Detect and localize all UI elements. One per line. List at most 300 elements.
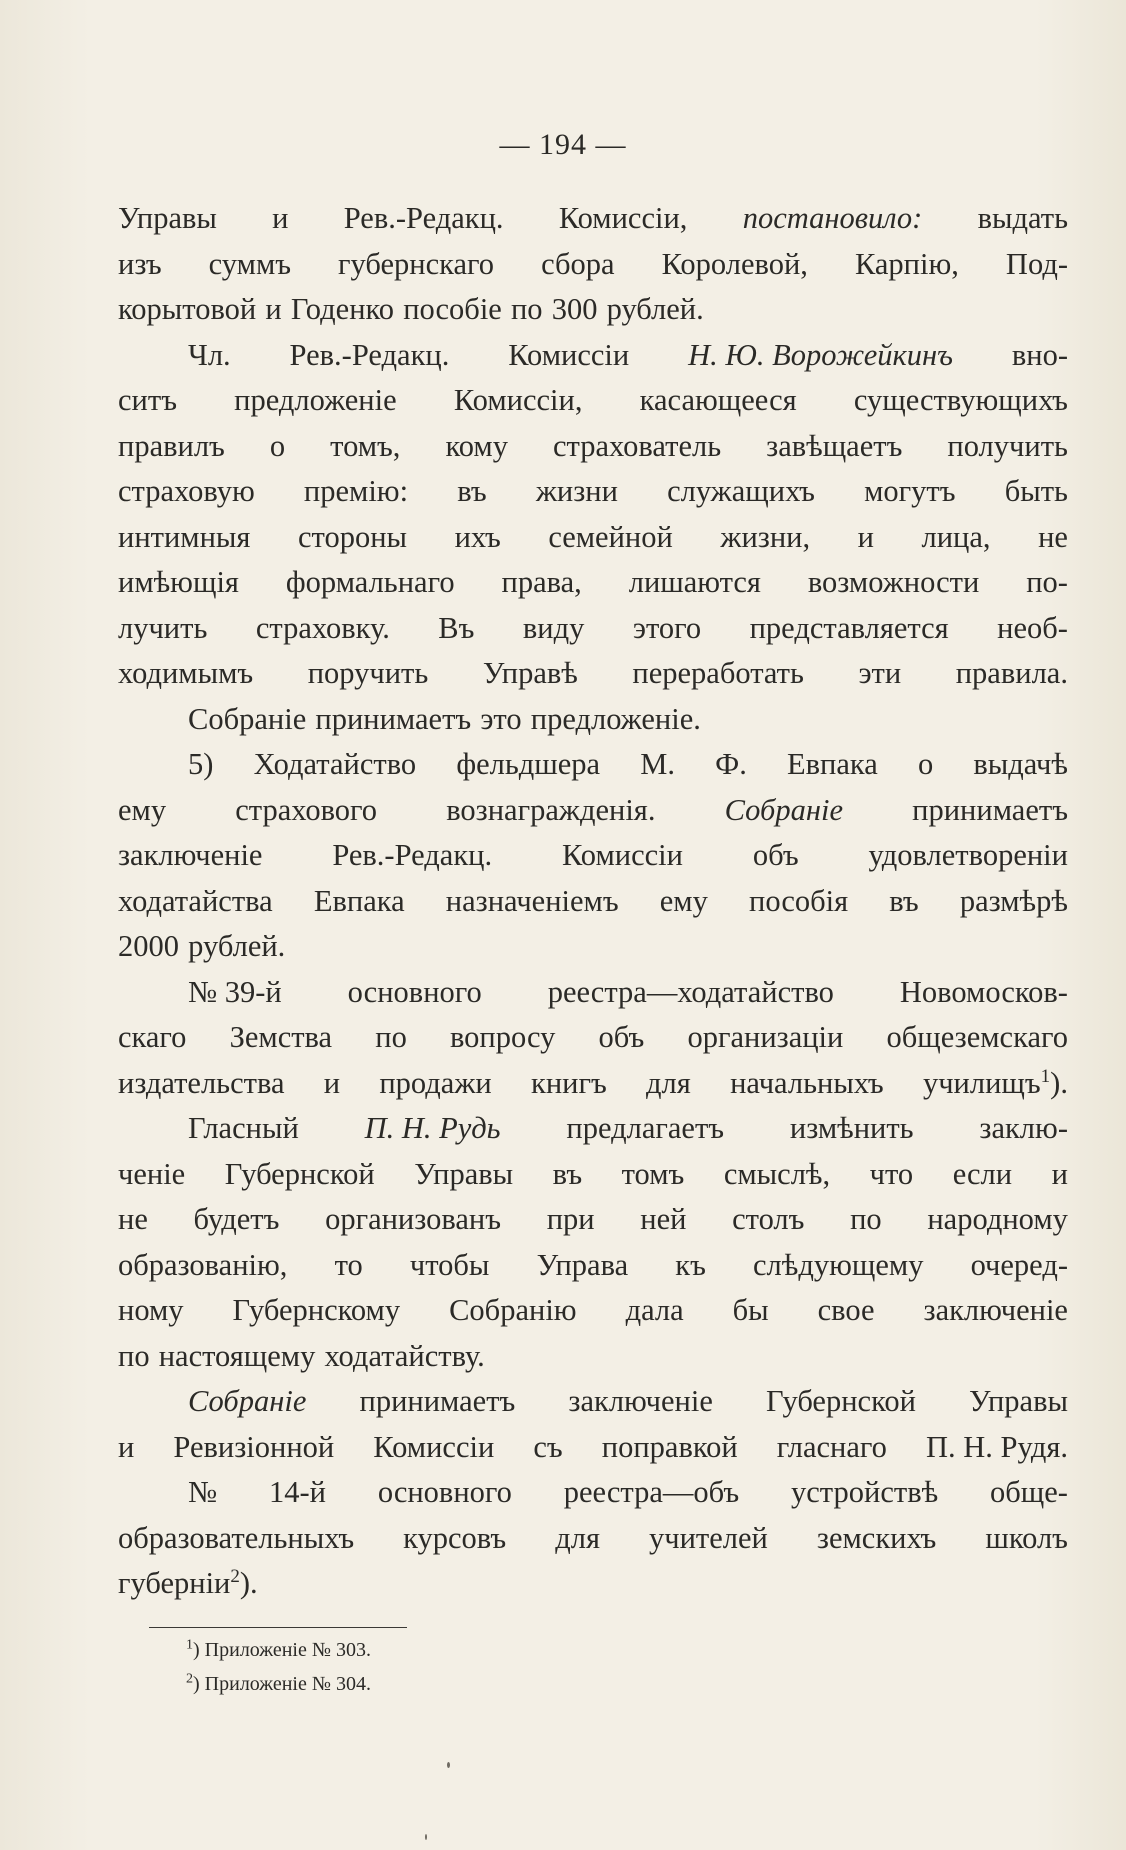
word xyxy=(971,1243,1068,1289)
word xyxy=(330,424,400,470)
italic-word xyxy=(188,1379,306,1425)
word-text: 14-й xyxy=(268,1475,326,1509)
word-text: Управы xyxy=(969,1384,1068,1418)
word xyxy=(344,196,504,242)
word xyxy=(234,378,396,424)
word xyxy=(640,378,797,424)
word-text: объ xyxy=(598,1020,645,1054)
word xyxy=(502,560,582,606)
word-text: и xyxy=(272,201,289,235)
word xyxy=(568,1379,712,1425)
text-line xyxy=(118,1334,1068,1380)
word: губерніи$^2$). xyxy=(118,1565,258,1600)
word-text: книгъ xyxy=(531,1065,607,1100)
text-line xyxy=(118,515,1068,561)
word: училищъ$^1$). xyxy=(922,1065,1068,1100)
word xyxy=(732,1197,804,1243)
word-text: Рев.-Редакц. xyxy=(332,838,493,872)
word-text: реестра—ходатайство xyxy=(547,974,834,1009)
main-text xyxy=(118,196,1068,1607)
word xyxy=(818,1288,875,1334)
word-text: страховку. xyxy=(255,610,390,645)
text-line xyxy=(118,1288,1068,1334)
word xyxy=(314,879,405,925)
word xyxy=(887,1015,1068,1061)
italic-word xyxy=(688,333,953,379)
word xyxy=(724,1152,830,1198)
word xyxy=(315,697,471,743)
text-line xyxy=(118,1106,1068,1152)
word xyxy=(414,1152,513,1198)
word xyxy=(855,242,959,288)
footnote-reference: 1 xyxy=(1040,1065,1051,1087)
word xyxy=(450,1015,555,1061)
word xyxy=(599,1015,645,1061)
word xyxy=(254,742,417,788)
word xyxy=(118,1152,185,1198)
page-number: — 194 — xyxy=(499,128,627,161)
word-text: то xyxy=(334,1247,363,1282)
word xyxy=(446,879,619,925)
word-text: предлагаетъ xyxy=(566,1111,725,1145)
word xyxy=(633,606,701,652)
word xyxy=(324,1334,484,1380)
word-text: въ xyxy=(457,474,487,508)
text-line xyxy=(118,1379,1068,1425)
word xyxy=(173,1425,334,1471)
word xyxy=(854,378,1068,424)
word-text: касающееся xyxy=(639,383,797,417)
text-line xyxy=(118,606,1068,652)
word xyxy=(118,378,177,424)
word-text: дала xyxy=(625,1293,684,1327)
word xyxy=(730,1061,884,1107)
word xyxy=(118,515,250,561)
word xyxy=(531,697,701,743)
word xyxy=(864,469,955,515)
word xyxy=(791,1470,938,1516)
text-line xyxy=(118,697,1068,743)
word-text: это xyxy=(480,701,522,736)
text-line xyxy=(118,242,1068,288)
word-text: принимаетъ xyxy=(315,701,472,736)
word-text: Губернской xyxy=(766,1384,916,1418)
word-text: эти xyxy=(858,656,902,690)
word xyxy=(480,697,521,743)
word xyxy=(118,469,255,515)
word xyxy=(308,651,429,697)
word xyxy=(978,196,1068,242)
word-text: скаго xyxy=(118,1020,187,1054)
word-text: слѣдующему xyxy=(753,1247,924,1282)
word-text: народному xyxy=(927,1202,1068,1236)
word xyxy=(118,196,217,242)
word xyxy=(548,970,834,1016)
word-text: по xyxy=(118,1338,150,1373)
word xyxy=(194,1197,280,1243)
word-text: представляется xyxy=(749,610,949,645)
word-text: существующихъ xyxy=(853,383,1068,417)
word-text: виду xyxy=(522,610,585,645)
word xyxy=(766,424,902,470)
word xyxy=(483,651,578,697)
word xyxy=(640,742,675,788)
word xyxy=(787,742,878,788)
word-text: Ревизіонной xyxy=(173,1429,335,1464)
word xyxy=(403,287,502,333)
word xyxy=(188,924,285,970)
word xyxy=(379,1061,491,1107)
word-text: Комиссіи xyxy=(508,337,630,372)
word-text: Собраніе xyxy=(188,1384,307,1418)
word-text: сбора xyxy=(541,246,615,281)
word xyxy=(1012,333,1068,379)
word xyxy=(922,515,991,561)
word-text: въ xyxy=(552,1156,583,1191)
word xyxy=(511,287,543,333)
word-text: школъ xyxy=(985,1520,1068,1555)
word xyxy=(256,606,390,652)
word-text: вно- xyxy=(1011,337,1068,372)
word xyxy=(265,287,281,333)
word-text: Карпію, xyxy=(854,246,959,281)
text-line xyxy=(118,1061,1068,1107)
word-text: страховую xyxy=(118,474,255,508)
word-text: съ xyxy=(533,1429,563,1464)
word xyxy=(868,833,1068,879)
word xyxy=(733,1288,769,1334)
word xyxy=(646,1061,691,1107)
text-line xyxy=(118,469,1068,515)
word-text: Евпака xyxy=(787,747,878,781)
word-text: Губернской xyxy=(224,1156,375,1191)
word-text: права, xyxy=(501,565,582,599)
word-text: основного xyxy=(347,974,482,1009)
word xyxy=(118,606,207,652)
word-text: губернскаго xyxy=(338,246,495,281)
word xyxy=(858,651,901,697)
word xyxy=(188,697,306,743)
word xyxy=(1005,469,1068,515)
word xyxy=(188,1106,299,1152)
word xyxy=(626,1288,684,1334)
word-text: губерніи xyxy=(118,1566,231,1600)
word xyxy=(325,1197,501,1243)
word xyxy=(790,1106,914,1152)
text-line xyxy=(118,970,1068,1016)
word-text: реестра—объ xyxy=(563,1475,740,1509)
word-text: завѣщаетъ xyxy=(766,428,903,463)
text-line xyxy=(118,1015,1068,1061)
text-line xyxy=(118,378,1068,424)
footnote-mark: 1 xyxy=(186,1637,193,1653)
word xyxy=(979,1106,1068,1152)
word-text: ихъ xyxy=(454,519,501,554)
word-text: если xyxy=(952,1156,1013,1191)
word-text: начальныхъ xyxy=(730,1065,884,1100)
word xyxy=(118,1334,150,1380)
word-text: и xyxy=(1051,1156,1068,1191)
word-text: получить xyxy=(947,428,1068,463)
word xyxy=(118,651,253,697)
word xyxy=(858,515,874,561)
word xyxy=(449,1288,576,1334)
word xyxy=(927,1197,1068,1243)
word xyxy=(602,1425,738,1471)
word xyxy=(455,515,501,561)
word xyxy=(548,515,673,561)
word-text: Земства xyxy=(229,1020,333,1054)
word-text: ему xyxy=(118,792,167,827)
word-text: размѣрѣ xyxy=(959,883,1068,918)
word-text: свое xyxy=(817,1293,875,1327)
word xyxy=(445,424,508,470)
word-text: о xyxy=(269,428,286,463)
word xyxy=(640,1197,686,1243)
word xyxy=(118,1243,287,1289)
word-text: по xyxy=(510,292,543,326)
word xyxy=(947,424,1068,470)
word-text: Собранію xyxy=(449,1293,577,1327)
word xyxy=(536,469,618,515)
word xyxy=(808,560,979,606)
word xyxy=(926,1425,1068,1471)
word xyxy=(523,606,585,652)
word-text: курсовъ xyxy=(403,1520,507,1555)
word xyxy=(188,333,231,379)
word-text: образовательныхъ xyxy=(118,1520,355,1555)
word-text: Под- xyxy=(1005,246,1068,281)
word xyxy=(870,1152,914,1198)
word-text: предложеніе xyxy=(234,383,397,417)
text-line xyxy=(118,333,1068,379)
word xyxy=(900,970,1068,1016)
word-text: П. Н. Рудь xyxy=(364,1111,501,1145)
word-text: Н. Ю. Ворожейкинъ xyxy=(688,337,953,372)
footnote-divider xyxy=(149,1627,407,1628)
word-text: необ- xyxy=(997,610,1068,645)
word xyxy=(118,833,262,879)
word-text: о xyxy=(917,747,934,781)
word xyxy=(118,1061,284,1107)
word xyxy=(118,1015,186,1061)
word-text: устройствѣ xyxy=(791,1475,939,1509)
word xyxy=(662,242,808,288)
word-text: общеземскаго xyxy=(886,1020,1068,1054)
word-text: 2000 xyxy=(118,929,179,963)
word xyxy=(410,1243,490,1289)
word-text: и xyxy=(265,292,282,326)
word-text: ситъ xyxy=(118,383,177,417)
word-text: фельдшера xyxy=(456,747,601,781)
word xyxy=(403,1516,506,1562)
word xyxy=(553,1152,582,1198)
word xyxy=(889,879,918,925)
word-text: возможности xyxy=(807,565,980,599)
text-line xyxy=(118,742,1068,788)
word xyxy=(953,1152,1012,1198)
word-text: по xyxy=(850,1202,882,1236)
word-text: не xyxy=(118,1202,148,1236)
text-line xyxy=(118,560,1068,606)
word-text: могутъ xyxy=(864,474,956,508)
word-text: смыслѣ, xyxy=(723,1156,831,1191)
word-text: томъ, xyxy=(330,428,401,463)
word-text: училищъ xyxy=(922,1065,1041,1100)
word-text: Губернскому xyxy=(232,1293,401,1327)
word-text: Комиссіи, xyxy=(558,201,688,235)
word-text: жизни xyxy=(535,474,618,508)
word-text: выдачѣ xyxy=(973,747,1068,781)
word-text: быть xyxy=(1004,474,1068,508)
word xyxy=(629,560,761,606)
word xyxy=(286,560,455,606)
word-text: организованъ xyxy=(325,1202,502,1236)
word xyxy=(541,242,614,288)
word xyxy=(456,742,600,788)
word xyxy=(454,378,583,424)
word-text: семейной xyxy=(548,519,673,554)
word xyxy=(118,1288,184,1334)
word-text: столъ xyxy=(732,1202,805,1236)
text-line xyxy=(118,879,1068,925)
word xyxy=(960,879,1068,925)
word-text: что xyxy=(869,1156,914,1191)
word-text: интимныя xyxy=(118,519,251,554)
footnote: $^1$) Приложеніе № 303. xyxy=(186,1637,371,1661)
word-text: принимаетъ xyxy=(359,1384,516,1418)
word-text: принимаетъ xyxy=(912,792,1068,827)
word-text: и xyxy=(857,519,874,554)
word xyxy=(552,287,598,333)
footnote-reference: 2 xyxy=(230,1565,240,1587)
word-text: Управы xyxy=(118,201,217,235)
word-text: учителей xyxy=(649,1520,768,1555)
word-text: не xyxy=(1038,519,1068,554)
word xyxy=(118,1425,134,1471)
word-text: 5) xyxy=(188,747,214,781)
word-text: правилъ xyxy=(118,428,225,463)
word-text: Собраніе xyxy=(188,701,307,736)
italic-word xyxy=(743,196,923,242)
word xyxy=(118,924,179,970)
word xyxy=(1052,1152,1068,1198)
word xyxy=(298,515,407,561)
word-text: къ xyxy=(675,1247,706,1282)
word-text: при xyxy=(546,1202,595,1236)
word-text: обще- xyxy=(990,1475,1068,1509)
word-text: П. Н. Рудя. xyxy=(925,1429,1068,1464)
word-text: въ xyxy=(889,883,919,918)
word-text: суммъ xyxy=(208,246,292,281)
word xyxy=(324,1061,340,1107)
word-text: объ xyxy=(752,838,799,872)
word-text: корытовой xyxy=(118,292,257,326)
word xyxy=(969,1379,1068,1425)
word-text: удовлетвореніи xyxy=(868,838,1068,872)
word xyxy=(1006,242,1068,288)
word-text: Въ xyxy=(438,610,475,645)
word-text: формальнаго xyxy=(285,565,455,599)
word-text: Новомосков- xyxy=(899,974,1068,1009)
word xyxy=(924,1288,1068,1334)
word xyxy=(649,1516,768,1562)
word xyxy=(555,1516,600,1562)
word-text: назначеніемъ xyxy=(445,883,619,918)
word xyxy=(118,424,225,470)
word xyxy=(118,560,239,606)
word-text: предложеніе. xyxy=(530,701,701,736)
word xyxy=(332,833,492,879)
word xyxy=(457,469,486,515)
word-text: ходатайству. xyxy=(324,1338,485,1373)
word-text: переработать xyxy=(632,656,804,690)
word-text: 300 xyxy=(551,292,598,326)
word xyxy=(715,742,747,788)
word xyxy=(269,1470,326,1516)
word xyxy=(660,879,708,925)
text-line xyxy=(118,1197,1068,1243)
word-text: поправкой xyxy=(601,1429,738,1464)
word-text: стороны xyxy=(298,519,408,554)
word-text: по xyxy=(375,1020,407,1054)
word-text: ему xyxy=(659,883,708,918)
word-text: № xyxy=(188,1475,218,1509)
word xyxy=(562,833,683,879)
word-text: Рев.-Редакц. xyxy=(343,201,504,235)
word xyxy=(547,1197,595,1243)
italic-word xyxy=(365,1106,501,1152)
word xyxy=(559,196,688,242)
word-text: Управѣ xyxy=(482,656,578,690)
word-text: кому xyxy=(445,428,508,463)
word xyxy=(118,1516,354,1562)
word-text: Ходатайство xyxy=(253,747,417,781)
word xyxy=(188,1470,217,1516)
paper-speck xyxy=(425,1834,427,1840)
word-text: и xyxy=(118,1429,135,1464)
word-text: Управы xyxy=(414,1156,514,1191)
word-text: бы xyxy=(732,1293,769,1327)
word xyxy=(225,1152,375,1198)
footnote-text: Приложеніе № 303. xyxy=(204,1639,371,1661)
word xyxy=(607,287,704,333)
word-text: для xyxy=(555,1520,600,1555)
word xyxy=(912,788,1068,834)
word xyxy=(360,1379,516,1425)
word xyxy=(753,1243,923,1289)
text-line xyxy=(118,1425,1068,1471)
word-text: измѣнить xyxy=(789,1111,914,1145)
word-text: вознагражденія. xyxy=(446,792,656,827)
text-line xyxy=(118,1561,1068,1607)
word-text: основного xyxy=(377,1475,512,1509)
text-line xyxy=(118,1152,1068,1198)
text-line xyxy=(118,1243,1068,1289)
word xyxy=(118,1197,148,1243)
word xyxy=(188,742,213,788)
word-text: заклю- xyxy=(979,1111,1068,1145)
word-text: имѣющія xyxy=(118,565,239,599)
word xyxy=(290,333,450,379)
word-text: лица, xyxy=(921,519,991,554)
footnote-mark: 2 xyxy=(186,1671,193,1687)
word-text: ней xyxy=(640,1202,687,1236)
word xyxy=(566,1106,724,1152)
word-text: гласнаго xyxy=(776,1429,887,1464)
word xyxy=(956,651,1068,697)
word-text: Рев.-Редакц. xyxy=(289,337,450,372)
